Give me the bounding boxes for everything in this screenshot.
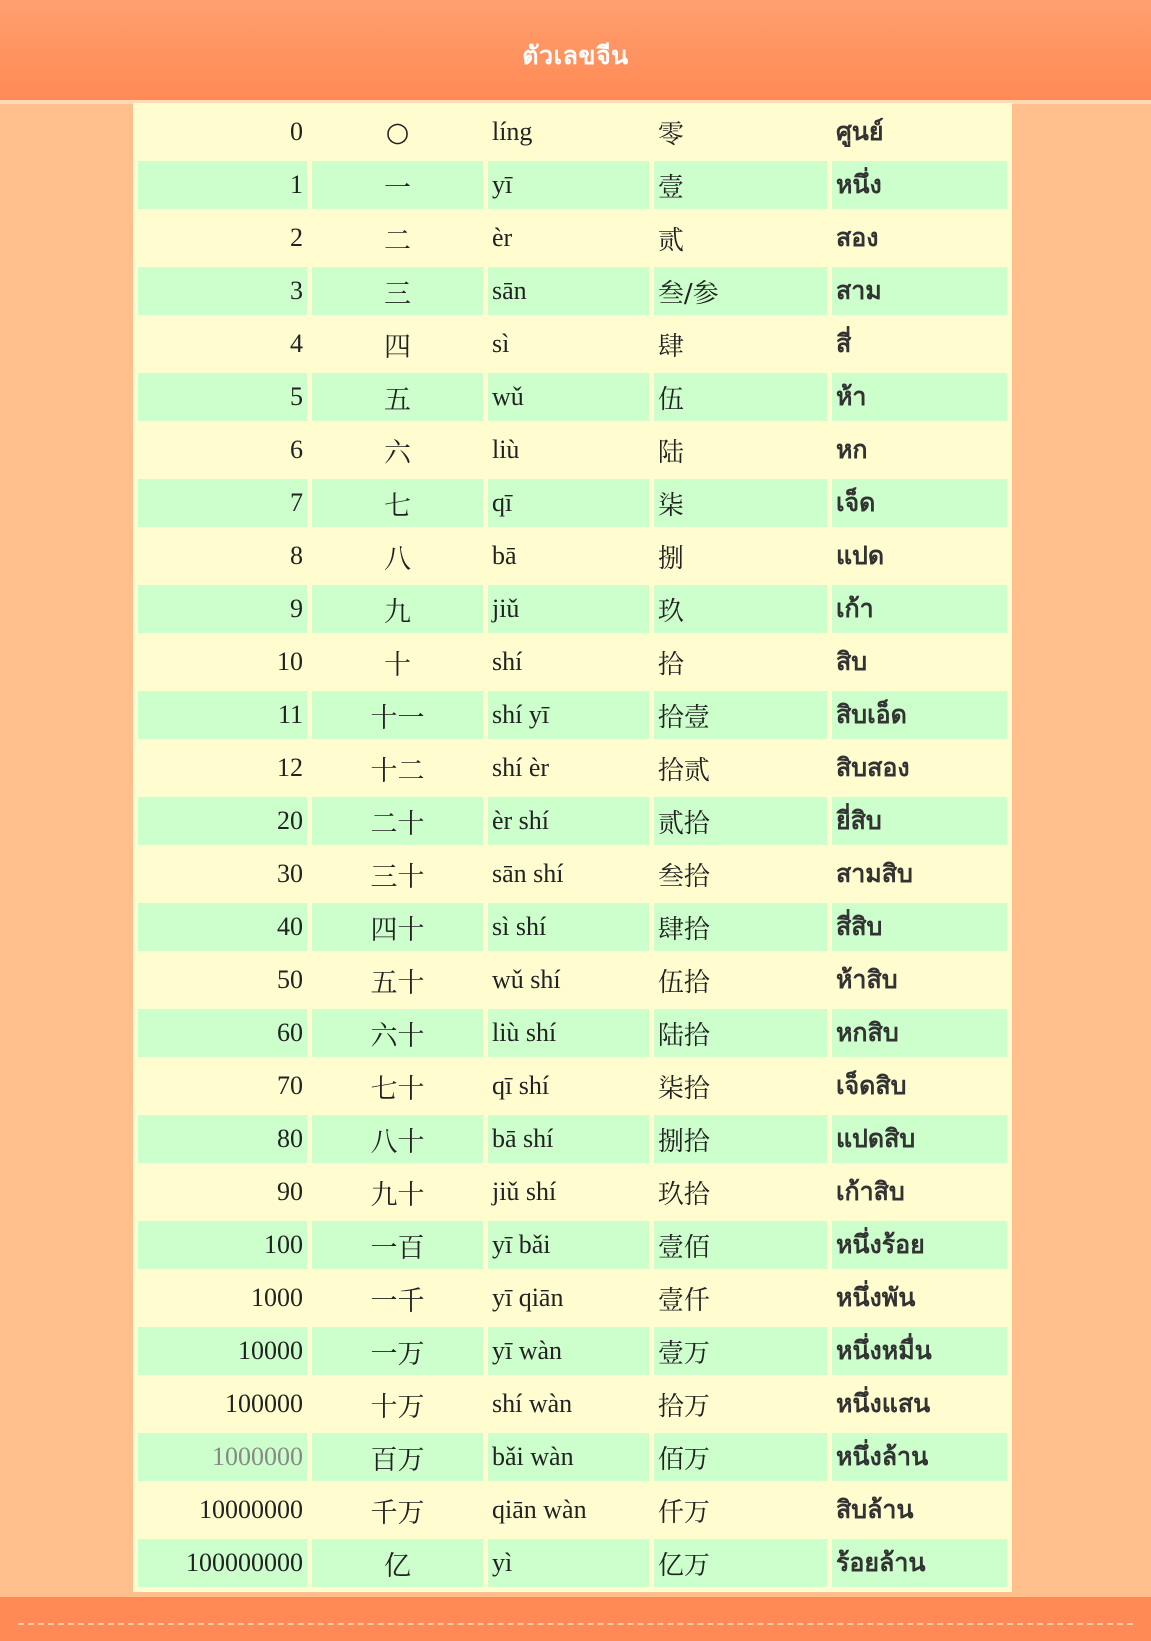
arabic-numeral-cell: 2 <box>138 214 307 262</box>
thai-word-cell: หนึ่งร้อย <box>832 1221 1007 1269</box>
pinyin-cell: sì <box>488 320 649 368</box>
chinese-numeral-cell: 一千 <box>312 1274 483 1322</box>
thai-word-cell: สิบล้าน <box>832 1486 1007 1534</box>
table-row <box>138 108 1007 156</box>
financial-numeral-cell: 仟万 <box>654 1486 827 1534</box>
table-row <box>138 585 1007 633</box>
table-row <box>138 1115 1007 1163</box>
table-row <box>138 850 1007 898</box>
table-row <box>138 1009 1007 1057</box>
arabic-numeral-cell: 1000 <box>138 1274 307 1322</box>
financial-numeral-cell: 柒拾 <box>654 1062 827 1110</box>
thai-word-cell: หนึ่งหมื่น <box>832 1327 1007 1375</box>
financial-numeral-cell: 捌拾 <box>654 1115 827 1163</box>
arabic-numeral-cell: 5 <box>138 373 307 421</box>
table-row <box>138 1486 1007 1534</box>
financial-numeral-cell: 伍 <box>654 373 827 421</box>
arabic-numeral-cell: 0 <box>138 108 307 156</box>
thai-word-cell: หนึ่งแสน <box>832 1380 1007 1428</box>
table-row <box>138 691 1007 739</box>
financial-numeral-cell: 伍拾 <box>654 956 827 1004</box>
chinese-numeral-cell: 十二 <box>312 744 483 792</box>
table-row <box>138 638 1007 686</box>
pinyin-cell: yī <box>488 161 649 209</box>
chinese-numeral-cell: 三 <box>312 267 483 315</box>
pinyin-cell: shí wàn <box>488 1380 649 1428</box>
arabic-numeral-cell: 10000 <box>138 1327 307 1375</box>
financial-numeral-cell: 拾 <box>654 638 827 686</box>
pinyin-cell: yì <box>488 1539 649 1587</box>
pinyin-cell: liù shí <box>488 1009 649 1057</box>
financial-numeral-cell: 玖 <box>654 585 827 633</box>
table-row <box>138 161 1007 209</box>
chinese-numeral-cell: 六十 <box>312 1009 483 1057</box>
thai-word-cell: หกสิบ <box>832 1009 1007 1057</box>
page-footer <box>0 1597 1151 1641</box>
table-row <box>138 267 1007 315</box>
thai-word-cell: สาม <box>832 267 1007 315</box>
financial-numeral-cell: 玖拾 <box>654 1168 827 1216</box>
chinese-numeral-cell: 七十 <box>312 1062 483 1110</box>
financial-numeral-cell: 佰万 <box>654 1433 827 1481</box>
pinyin-cell: bā shí <box>488 1115 649 1163</box>
financial-numeral-cell: 壹 <box>654 161 827 209</box>
thai-word-cell: หก <box>832 426 1007 474</box>
pinyin-cell: wǔ shí <box>488 956 649 1004</box>
financial-numeral-cell: 壹仟 <box>654 1274 827 1322</box>
table-row <box>138 320 1007 368</box>
table-row <box>138 744 1007 792</box>
financial-numeral-cell: 贰拾 <box>654 797 827 845</box>
pinyin-cell: sān <box>488 267 649 315</box>
thai-word-cell: หนึ่งพัน <box>832 1274 1007 1322</box>
chinese-numeral-cell: 一万 <box>312 1327 483 1375</box>
financial-numeral-cell: 陆拾 <box>654 1009 827 1057</box>
arabic-numeral-cell: 100000000 <box>138 1539 307 1587</box>
arabic-numeral-cell: 100000 <box>138 1380 307 1428</box>
financial-numeral-cell: 捌 <box>654 532 827 580</box>
pinyin-cell: liù <box>488 426 649 474</box>
pinyin-cell: shí yī <box>488 691 649 739</box>
arabic-numeral-cell: 100 <box>138 1221 307 1269</box>
table-body <box>138 108 1007 1587</box>
financial-numeral-cell: 贰 <box>654 214 827 262</box>
chinese-numeral-cell: 五十 <box>312 956 483 1004</box>
pinyin-cell: yī wàn <box>488 1327 649 1375</box>
arabic-numeral-cell: 20 <box>138 797 307 845</box>
pinyin-cell: líng <box>488 108 649 156</box>
table-row <box>138 903 1007 951</box>
chinese-numeral-cell: 一百 <box>312 1221 483 1269</box>
chinese-numeral-cell: 六 <box>312 426 483 474</box>
financial-numeral-cell: 肆 <box>654 320 827 368</box>
pinyin-cell: qī shí <box>488 1062 649 1110</box>
pinyin-cell: èr shí <box>488 797 649 845</box>
thai-word-cell: ร้อยล้าน <box>832 1539 1007 1587</box>
chinese-numeral-cell: 四 <box>312 320 483 368</box>
arabic-numeral-cell: 4 <box>138 320 307 368</box>
financial-numeral-cell: 叁拾 <box>654 850 827 898</box>
thai-word-cell: ห้าสิบ <box>832 956 1007 1004</box>
thai-word-cell: สี่สิบ <box>832 903 1007 951</box>
chinese-numeral-cell: 亿 <box>312 1539 483 1587</box>
arabic-numeral-cell: 90 <box>138 1168 307 1216</box>
pinyin-cell: shí èr <box>488 744 649 792</box>
pinyin-cell: shí <box>488 638 649 686</box>
arabic-numeral-cell: 1000000 <box>138 1433 307 1481</box>
financial-numeral-cell: 拾万 <box>654 1380 827 1428</box>
financial-numeral-cell: 柒 <box>654 479 827 527</box>
thai-word-cell: สิบ <box>832 638 1007 686</box>
table-row <box>138 1274 1007 1322</box>
arabic-numeral-cell: 40 <box>138 903 307 951</box>
thai-word-cell: เก้า <box>832 585 1007 633</box>
arabic-numeral-cell: 9 <box>138 585 307 633</box>
thai-word-cell: สี่ <box>832 320 1007 368</box>
thai-word-cell: ศูนย์ <box>832 108 1007 156</box>
pinyin-cell: bā <box>488 532 649 580</box>
thai-word-cell: ยี่สิบ <box>832 797 1007 845</box>
arabic-numeral-cell: 6 <box>138 426 307 474</box>
financial-numeral-cell: 肆拾 <box>654 903 827 951</box>
thai-word-cell: หนึ่ง <box>832 161 1007 209</box>
thai-word-cell: สิบเอ็ด <box>832 691 1007 739</box>
arabic-numeral-cell: 8 <box>138 532 307 580</box>
thai-word-cell: สามสิบ <box>832 850 1007 898</box>
table-row <box>138 1539 1007 1587</box>
thai-word-cell: หนึ่งล้าน <box>832 1433 1007 1481</box>
chinese-numeral-cell: 二 <box>312 214 483 262</box>
arabic-numeral-cell: 60 <box>138 1009 307 1057</box>
pinyin-cell: sì shí <box>488 903 649 951</box>
chinese-numeral-cell: 百万 <box>312 1433 483 1481</box>
chinese-numeral-cell: 八 <box>312 532 483 580</box>
table-row <box>138 532 1007 580</box>
pinyin-cell: sān shí <box>488 850 649 898</box>
table-row <box>138 1433 1007 1481</box>
arabic-numeral-cell: 50 <box>138 956 307 1004</box>
financial-numeral-cell: 壹万 <box>654 1327 827 1375</box>
chinese-numeral-cell: ○ <box>312 108 483 156</box>
chinese-numeral-cell: 五 <box>312 373 483 421</box>
financial-numeral-cell: 陆 <box>654 426 827 474</box>
chinese-numeral-cell: 千万 <box>312 1486 483 1534</box>
financial-numeral-cell: 壹佰 <box>654 1221 827 1269</box>
thai-word-cell: สิบสอง <box>832 744 1007 792</box>
numbers-table-container <box>133 108 1012 1592</box>
chinese-numeral-cell: 三十 <box>312 850 483 898</box>
pinyin-cell: èr <box>488 214 649 262</box>
table-row <box>138 1380 1007 1428</box>
table-row <box>138 1221 1007 1269</box>
financial-numeral-cell: 拾壹 <box>654 691 827 739</box>
thai-word-cell: เจ็ดสิบ <box>832 1062 1007 1110</box>
arabic-numeral-cell: 12 <box>138 744 307 792</box>
financial-numeral-cell: 零 <box>654 108 827 156</box>
chinese-numeral-cell: 七 <box>312 479 483 527</box>
pinyin-cell: jiǔ <box>488 585 649 633</box>
arabic-numeral-cell: 80 <box>138 1115 307 1163</box>
arabic-numeral-cell: 7 <box>138 479 307 527</box>
pinyin-cell: qiān wàn <box>488 1486 649 1534</box>
table-row <box>138 1062 1007 1110</box>
thai-word-cell: แปด <box>832 532 1007 580</box>
pinyin-cell: bǎi wàn <box>488 1433 649 1481</box>
chinese-numeral-cell: 四十 <box>312 903 483 951</box>
arabic-numeral-cell: 1 <box>138 161 307 209</box>
arabic-numeral-cell: 10 <box>138 638 307 686</box>
pinyin-cell: qī <box>488 479 649 527</box>
footer-divider <box>18 1623 1133 1625</box>
arabic-numeral-cell: 11 <box>138 691 307 739</box>
arabic-numeral-cell: 3 <box>138 267 307 315</box>
chinese-numeral-cell: 一 <box>312 161 483 209</box>
thai-word-cell: สอง <box>832 214 1007 262</box>
chinese-numeral-cell: 九 <box>312 585 483 633</box>
table-row <box>138 1168 1007 1216</box>
table-row <box>138 797 1007 845</box>
page-title: ตัวเลขจีน <box>522 41 629 70</box>
chinese-numeral-cell: 十万 <box>312 1380 483 1428</box>
pinyin-cell: jiǔ shí <box>488 1168 649 1216</box>
financial-numeral-cell: 亿万 <box>654 1539 827 1587</box>
chinese-numeral-cell: 二十 <box>312 797 483 845</box>
pinyin-cell: yī bǎi <box>488 1221 649 1269</box>
table-row <box>138 426 1007 474</box>
table-row <box>138 479 1007 527</box>
table-row <box>138 956 1007 1004</box>
pinyin-cell: wǔ <box>488 373 649 421</box>
chinese-numeral-cell: 十 <box>312 638 483 686</box>
thai-word-cell: เก้าสิบ <box>832 1168 1007 1216</box>
thai-word-cell: เจ็ด <box>832 479 1007 527</box>
thai-word-cell: แปดสิบ <box>832 1115 1007 1163</box>
chinese-numeral-cell: 八十 <box>312 1115 483 1163</box>
page-header <box>0 0 1151 104</box>
arabic-numeral-cell: 70 <box>138 1062 307 1110</box>
chinese-numeral-cell: 十一 <box>312 691 483 739</box>
arabic-numeral-cell: 10000000 <box>138 1486 307 1534</box>
table-row <box>138 1327 1007 1375</box>
chinese-numeral-cell: 九十 <box>312 1168 483 1216</box>
thai-word-cell: ห้า <box>832 373 1007 421</box>
financial-numeral-cell: 叁/参 <box>654 267 827 315</box>
pinyin-cell: yī qiān <box>488 1274 649 1322</box>
table-row <box>138 214 1007 262</box>
table-row <box>138 373 1007 421</box>
chinese-numbers-table <box>133 103 1012 1592</box>
arabic-numeral-cell: 30 <box>138 850 307 898</box>
financial-numeral-cell: 拾贰 <box>654 744 827 792</box>
